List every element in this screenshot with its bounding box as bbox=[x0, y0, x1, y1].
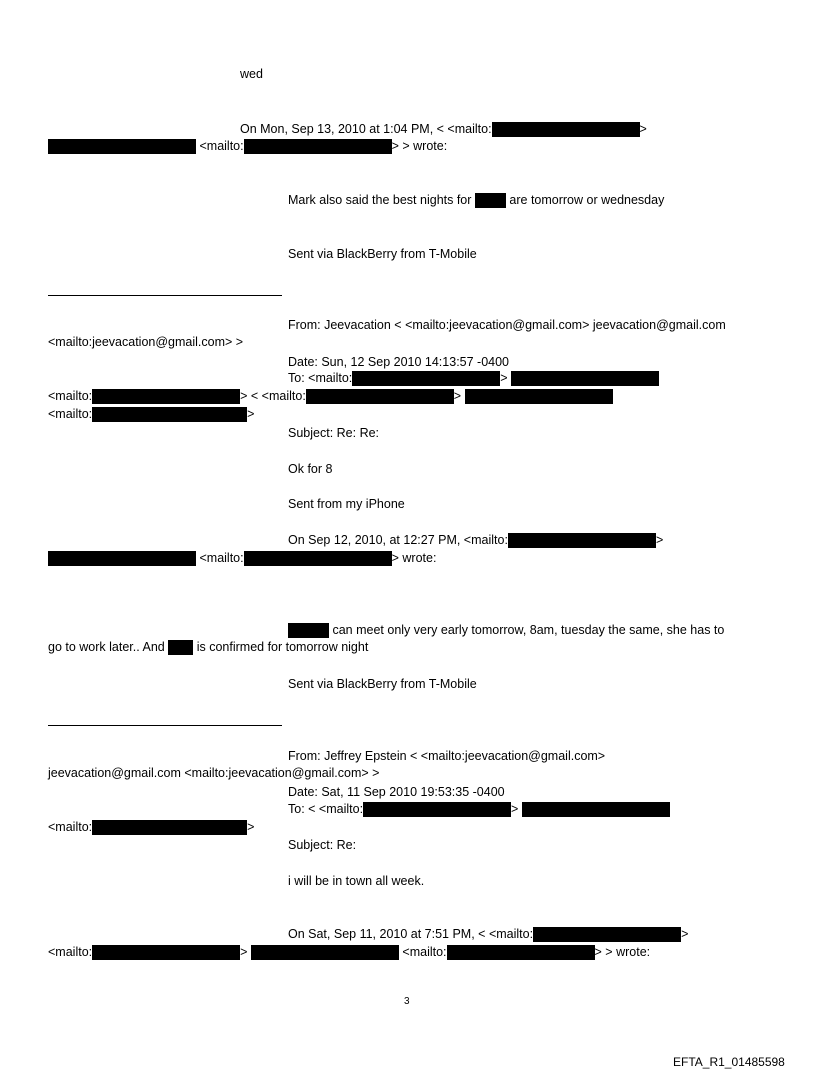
quote-header-line: <mailto: > <mailto: > > wrote: bbox=[48, 945, 651, 959]
to-header: To: <mailto: > bbox=[288, 371, 659, 386]
to-header: To: < <mailto: > bbox=[288, 802, 670, 817]
redaction-box bbox=[465, 389, 613, 404]
message-body: Ok for 8 bbox=[288, 462, 333, 476]
redaction-box bbox=[352, 371, 500, 386]
page-number: 3 bbox=[404, 996, 410, 1007]
redaction-box bbox=[288, 623, 329, 638]
from-header: From: Jeffrey Epstein < <mailto:jeevacation@gmail.com> bbox=[288, 749, 606, 763]
redaction-box bbox=[447, 945, 595, 960]
redaction-box bbox=[92, 389, 240, 404]
redaction-box bbox=[92, 820, 247, 835]
message-body: go to work later.. And is confirmed for tomorrow night bbox=[48, 640, 369, 654]
from-header: From: Jeevacation < <mailto:jeevacation@gmail.com> jeevacation@gmail.com bbox=[288, 318, 726, 332]
subject-header: Subject: Re: Re: bbox=[288, 426, 380, 440]
redaction-box bbox=[363, 802, 511, 817]
redaction-box bbox=[48, 139, 196, 154]
quote-header-line: <mailto: > wrote: bbox=[48, 551, 436, 566]
quote-header-line: On Sat, Sep 11, 2010 at 7:51 PM, < <mailto: > bbox=[288, 927, 689, 941]
redaction-box bbox=[48, 551, 196, 566]
redaction-box bbox=[508, 533, 656, 548]
quote-header-line: On Sep 12, 2010, at 12:27 PM, <mailto: > bbox=[288, 533, 664, 547]
redaction-box bbox=[244, 551, 392, 566]
redaction-box bbox=[475, 193, 506, 208]
to-header-continued: <mailto: > bbox=[48, 407, 255, 421]
redaction-box bbox=[492, 122, 640, 137]
bates-number: EFTA_R1_01485598 bbox=[673, 1055, 785, 1069]
quote-header-line: <mailto: > > wrote: bbox=[48, 139, 447, 154]
redaction-box bbox=[533, 927, 681, 942]
redaction-box bbox=[511, 371, 659, 386]
reply-text: wed bbox=[240, 67, 263, 81]
to-header-continued: <mailto: > bbox=[48, 820, 255, 834]
separator-line bbox=[48, 295, 282, 296]
redaction-box bbox=[168, 640, 193, 655]
redaction-box bbox=[251, 945, 399, 960]
signature: Sent via BlackBerry from T-Mobile bbox=[288, 247, 477, 261]
message-body: i will be in town all week. bbox=[288, 874, 425, 888]
to-header-continued: <mailto: > < <mailto: > bbox=[48, 389, 613, 404]
signature: Sent via BlackBerry from T-Mobile bbox=[288, 677, 477, 691]
from-header-continued: <mailto:jeevacation@gmail.com> > bbox=[48, 335, 244, 349]
redaction-box bbox=[92, 945, 240, 960]
signature: Sent from my iPhone bbox=[288, 497, 405, 511]
message-body: can meet only very early tomorrow, 8am, tuesday the same, she has to bbox=[288, 623, 724, 638]
date-header: Date: Sat, 11 Sep 2010 19:53:35 -0400 bbox=[288, 785, 505, 799]
subject-header: Subject: Re: bbox=[288, 838, 357, 852]
from-header-continued: jeevacation@gmail.com <mailto:jeevacation@gmail.com> > bbox=[48, 766, 380, 780]
redaction-box bbox=[92, 407, 247, 422]
redaction-box bbox=[306, 389, 454, 404]
date-header: Date: Sun, 12 Sep 2010 14:13:57 -0400 bbox=[288, 355, 510, 369]
separator-line bbox=[48, 725, 282, 726]
redaction-box bbox=[244, 139, 392, 154]
redaction-box bbox=[522, 802, 670, 817]
message-body: Mark also said the best nights for are tomorrow or wednesday bbox=[288, 193, 665, 207]
quote-header-line: On Mon, Sep 13, 2010 at 1:04 PM, < <mailto: > bbox=[240, 122, 647, 136]
